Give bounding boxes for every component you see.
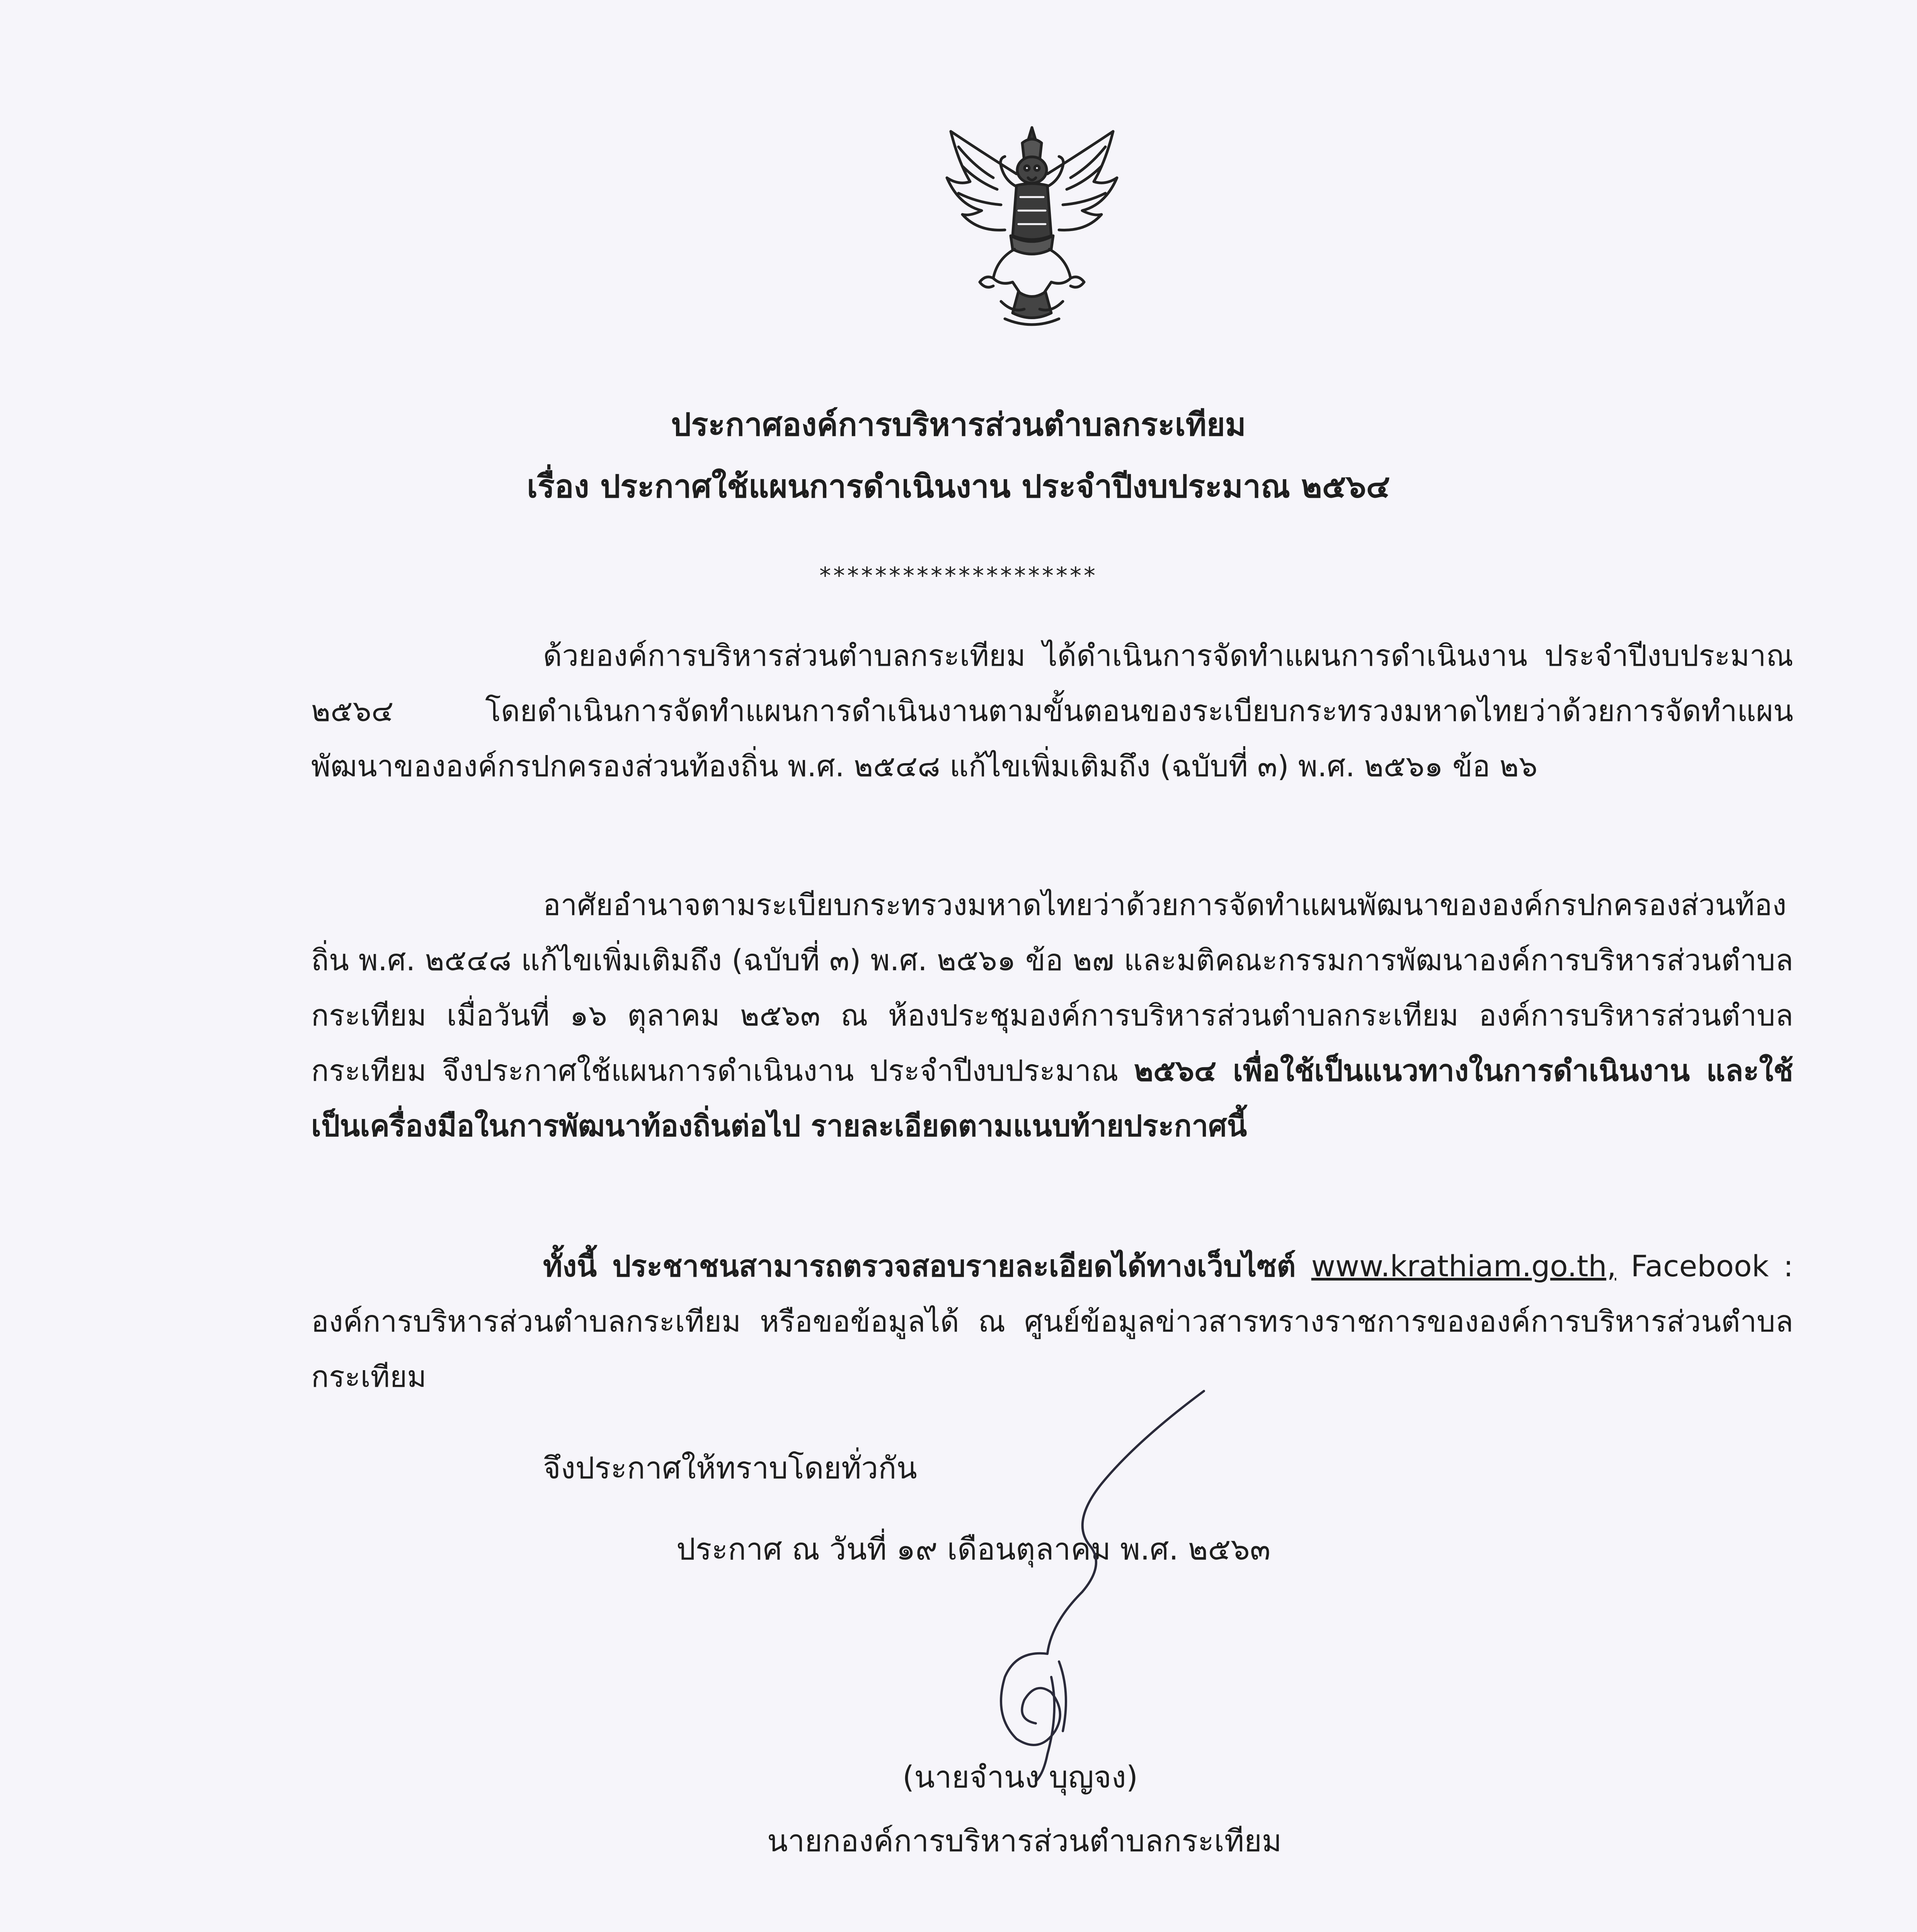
separator-stars: ******************** (819, 562, 1098, 589)
garuda-emblem-icon (935, 120, 1129, 328)
body-paragraph-2 (311, 877, 1793, 1153)
body-paragraph-2-text: อาศัยอำนาจตามระเบียบกระทรวงมหาดไทยว่าด้วยการจัดทำแผนพัฒนาขององค์กรปกครองส่วนท้องถิ่น พ.ศ. ๒๕๔๘ แก้ไขเพิ่มเติมถึง (ฉบับที่ ๓) พ.ศ. ๒๕๖๑ ข้อ ๒๗ และมติคณะกรรมการพัฒนาองค์การบริหารส่วนตำบลกระเทียม เมื่อวันที่ ๑๖ ตุลาคม ๒๕๖๓ ณ ห้องประชุมองค์การบริหารส่วนตำบลกระเทียม องค์การบริหารส่วนตำบลกระเทียม จึงประกาศใช้แผนการดำเนินงาน ประจำปีงบประมาณ (311, 888, 1793, 1088)
announcement-title: ประกาศองค์การบริหารส่วนตำบลกระเทียม (671, 406, 1246, 443)
date-line: ประกาศ ณ วันที่ ๑๙ เดือนตุลาคม พ.ศ. ๒๕๖๓ (676, 1532, 1271, 1567)
closing-line: จึงประกาศให้ทราบโดยทั่วกัน (543, 1451, 917, 1486)
body-paragraph-3-rest: Facebook : องค์การบริหารส่วนตำบลกระเทียม หรือขอข้อมูลได้ ณ ศูนย์ข้อมูลข่าวสารทรางราชการขององค์การบริหารส่วนตำบลกระเทียม (311, 1249, 1793, 1394)
body-paragraph-2-bold-text: ๒๕๖๔ เพื่อใช้เป็นแนวทางในการดำเนินงาน และใช้เป็นเครื่องมือในการพัฒนาท้องถิ่นต่อไป รายละเอียดตามแนบท้ายประกาศนี้ (311, 1053, 1793, 1143)
signatory-name: (นายจำนง บุญจง) (902, 1760, 1138, 1795)
handwritten-signature (920, 1383, 1229, 1808)
body-paragraph-1: ด้วยองค์การบริหารส่วนตำบลกระเทียม ได้ดำเนินการจัดทำแผนการดำเนินงาน ประจำปีงบประมาณ ๒๕๖๔ โดยดำเนินการจัดทำแผนการดำเนินงานตามขั้นตอนของระเบียบกระทรวงมหาดไทยว่าด้วยการจัดทำแผนพัฒนาขององค์กรปกครองส่วนท้องถิ่น พ.ศ. ๒๕๔๘ แก้ไขเพิ่มเติมถึง (ฉบับที่ ๓) พ.ศ. ๒๕๖๑ ข้อ ๒๖ (311, 638, 1793, 783)
announcement-subject: เรื่อง ประกาศใช้แผนการดำเนินงาน ประจำปีงบประมาณ ๒๕๖๔ (527, 468, 1390, 505)
body-paragraph-3-lead: ทั้งนี้ ประชาชนสามารถตรวจสอบรายละเอียดได้ทางเว็บไซต์ (543, 1249, 1311, 1283)
signatory-position: นายกองค์การบริหารส่วนตำบลกระเทียม (767, 1824, 1282, 1859)
body-paragraph-3 (311, 1238, 1793, 1404)
website-link[interactable]: www.krathiam.go.th, (1311, 1249, 1616, 1283)
